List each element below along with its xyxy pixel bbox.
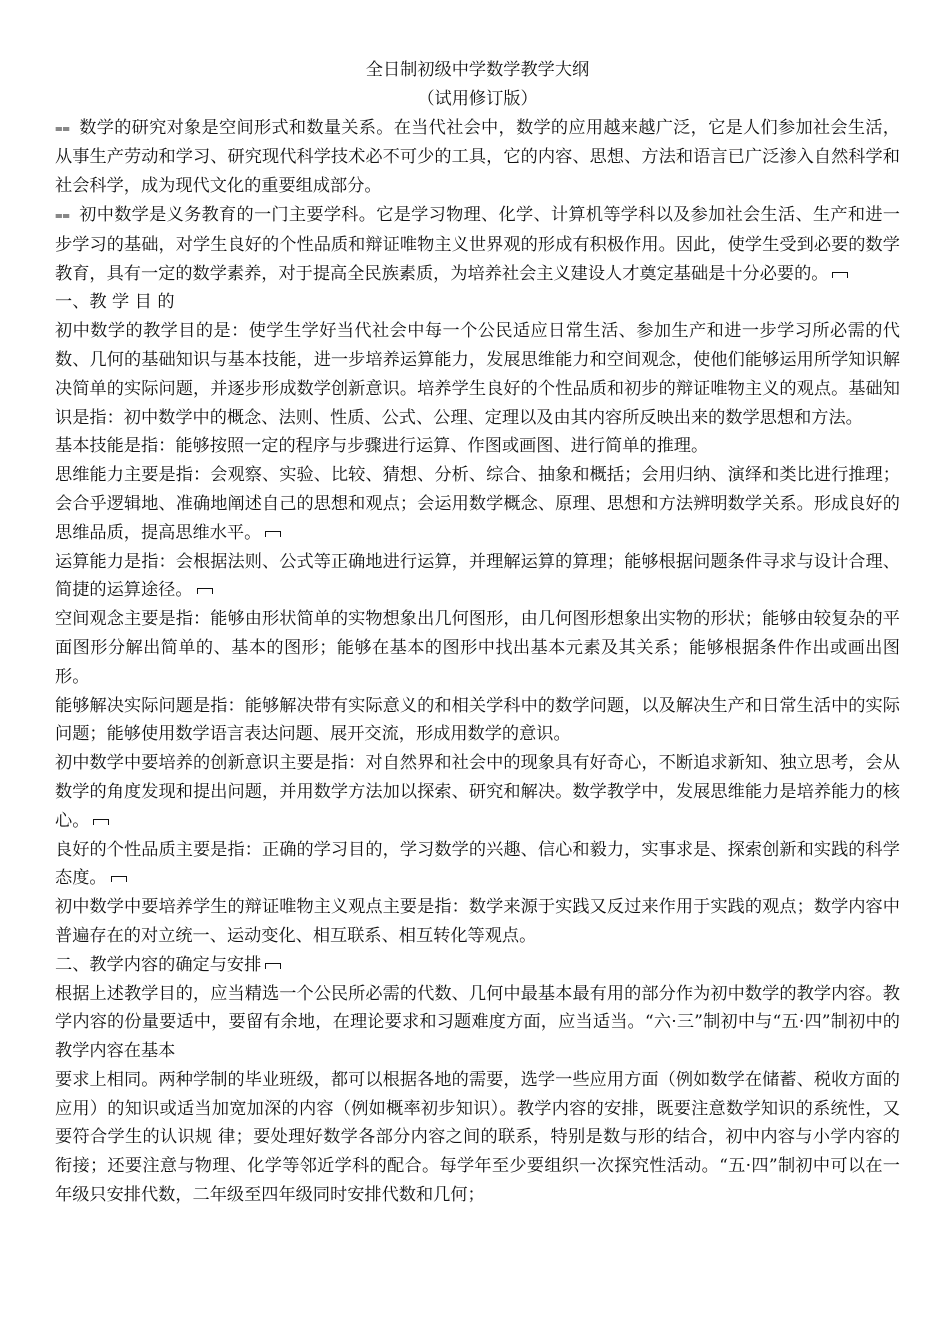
- section1-paragraph-7: [55, 749, 900, 835]
- section1-paragraph-5: 空间观念主要是指：能够由形状简单的实物想象出几何图形，由几何图形想象出实物的形状；能够由较复杂的平面图形分解出简单的、基本的图形；能够在基本的图形中找出基本元素及其关系；能够根据条件作出或画出图形。: [55, 609, 900, 687]
- heading-text: 二、教学内容的确定与安排: [55, 954, 262, 975]
- section2-paragraph-2: 要求上相同。两种学制的毕业班级，都可以根据各地的需要，选学一些应用方面（例如数学在储蓄、税收方面的应用）的知识或适当加宽加深的内容（例如概率初步知识）。教学内容的安排，既要注意数学知识的系统性，又要符合学生的认识规 律；要处理好数学各部分内容之间的联系，特别是数与形的结合，初中内容与小学内容的衔接；还要注意与物理、化学等邻近学科的配合。每学年至少要组织一次探究性活动。“五·四”制初中可以在一年级只安排代数，二年级至四年级同时安排代数和几何；: [55, 1069, 900, 1206]
- paragraph-text: 初中数学中要培养的创新意识主要是指：对自然界和社会中的现象具有好奇心，不断追求新知、独立思考，会从数学的角度发现和提出问题，并用数学方法加以探索、研究和解决。数学教学中，发展思维能力是培养能力的核心。: [55, 753, 900, 831]
- section1-paragraph-8: [55, 836, 900, 894]
- paragraph-text: 思维能力主要是指：会观察、实验、比较、猜想、分析、综合、抽象和概括；会用归纳、演绎和类比进行推理；会合乎逻辑地、准确地阐述自己的思想和观点；会运用数学概念、原理、思想和方法辨明数学关系。形成良好的思维品质，提高思维水平。: [55, 465, 900, 543]
- paragraph-return-mark-icon: [832, 272, 848, 278]
- section1-paragraph-1: 初中数学的教学目的是：使学生学好当代社会中每一个公民适应日常生活、参加生产和进一步学习所必需的代数、几何的基础知识与基本技能，进一步培养运算能力，发展思维能力和空间观念，使他们能够运用所学知识解决简单的实际问题，并逐步形成数学创新意识。培养学生良好的个性品质和初步的辩证唯物主义的观点。基础知识是指：初中数学中的概念、法则、性质、公式、公理、定理以及由其内容所反映出来的数学思想和方法。: [55, 321, 900, 428]
- document-title: 全日制初级中学数学教学大纲: [365, 60, 590, 80]
- section2-paragraph-1: 根据上述教学目的，应当精选一个公民所必需的代数、几何中最基本最有用的部分作为初中数学的教学内容。教学内容的份量要适中，要留有余地，在理论要求和习题难度方面，应当适当。“六·三”制初中与“五·四”制初中的教学内容在基本: [55, 983, 900, 1062]
- paragraph-return-mark-icon: [197, 588, 213, 594]
- paragraph-text: 运算能力是指：会根据法则、公式等正确地进行运算，并理解运算的算理；能够根据问题条件寻求与设计合理、简捷的运算途径。: [55, 551, 900, 601]
- document-subtitle: （试用修订版）: [417, 88, 538, 109]
- paragraph-return-mark-icon: [93, 819, 109, 825]
- paragraph-return-mark-icon: [265, 963, 281, 969]
- section-heading-content-arrangement: [55, 951, 900, 980]
- intro-paragraph-1: [55, 114, 900, 201]
- bullet-icon: ⩵: [55, 207, 70, 223]
- document-page: [55, 56, 900, 1210]
- paragraph-text: 良好的个性品质主要是指：正确的学习目的，学习数学的兴趣、信心和毅力，实事求是、探索创新和实践的科学态度。: [55, 839, 900, 889]
- paragraph-text: 初中数学是义务教育的一门主要学科。它是学习物理、化学、计算机等学科以及参加社会生活、生产和进一步学习的基础，对学生良好的个性品质和辩证唯物主义世界观的形成有积极作用。因此，使学生受到必要的数学教育，具有一定的数学素养，对于提高全民族素质，为培养社会主义建设人才奠定基础是十分必要的。: [55, 204, 900, 284]
- bullet-icon: ⩵: [55, 120, 70, 136]
- intro-paragraph-2: [55, 201, 900, 288]
- section1-paragraph-2: 基本技能是指：能够按照一定的程序与步骤进行运算、作图或画图、进行简单的推理。: [55, 436, 709, 457]
- paragraph-text: 数学的研究对象是空间形式和数量关系。在当代社会中，数学的应用越来越广泛，它是人们参加社会生活，从事生产劳动和学习、研究现代科学技术必不可少的工具，它的内容、思想、方法和语言已广泛渗入自然科学和社会科学，成为现代文化的重要组成部分。: [55, 117, 900, 197]
- section1-paragraph-3: [55, 461, 900, 547]
- section1-paragraph-6: 能够解决实际问题是指：能够解决带有实际意义的和相关学科中的数学问题，以及解决生产和日常生活中的实际问题；能够使用数学语言表达问题、展开交流，形成用数学的意识。: [55, 695, 900, 745]
- section1-paragraph-9: 初中数学中要培养学生的辩证唯物主义观点主要是指：数学来源于实践又反过来作用于实践的观点；数学内容中普遍存在的对立统一、运动变化、相互联系、相互转化等观点。: [55, 897, 900, 946]
- paragraph-return-mark-icon: [265, 531, 281, 537]
- section1-paragraph-4: [55, 548, 900, 606]
- paragraph-return-mark-icon: [111, 876, 127, 882]
- section-heading-teaching-goals: 一、教 学 目 的: [55, 292, 175, 313]
